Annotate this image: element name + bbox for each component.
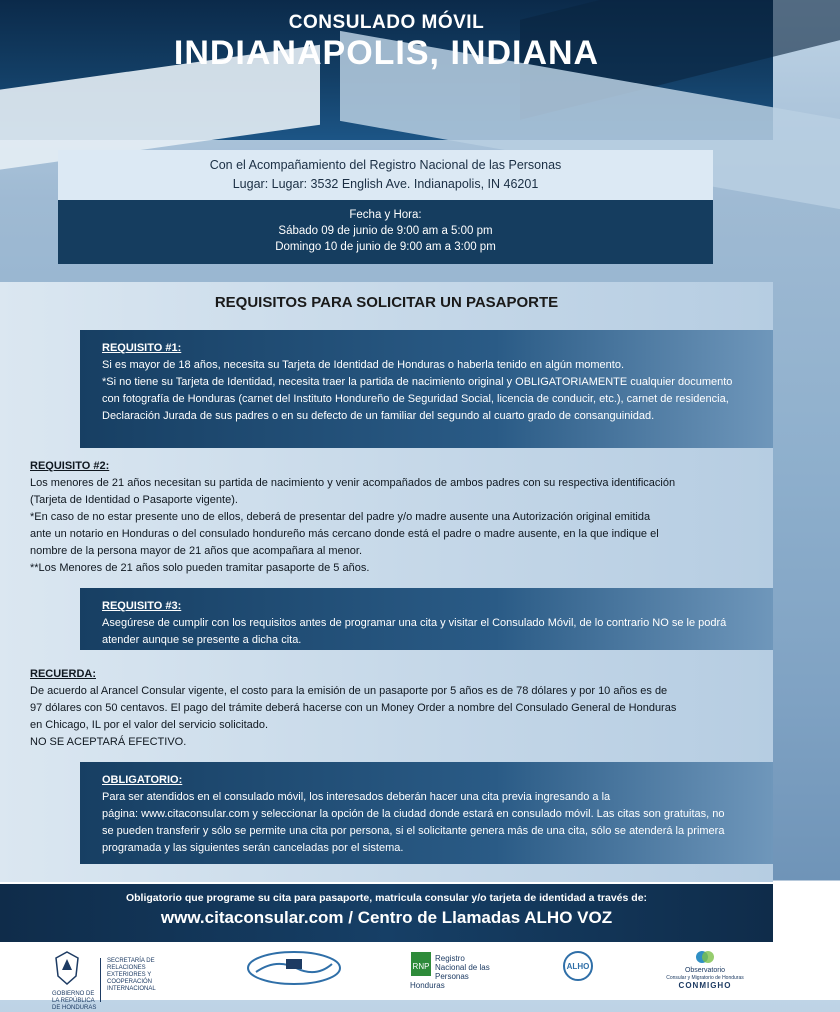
requirement-1-line: Declaración Jurada de sus padres o en su defecto de un familiar del segundo al cuarto grado de consanguinidad.	[102, 410, 655, 422]
datetime-label: Fecha y Hora:	[349, 209, 422, 221]
datetime-box	[58, 200, 713, 264]
reminder-line: De acuerdo al Arancel Consular vigente, el costo para la emisión de un pasaporte por 5 años es de 78 dólares y por 10 años es de	[30, 685, 668, 697]
footer-banner	[0, 884, 773, 942]
alho-logo-text: ALHO	[566, 962, 590, 971]
conmigho-text: CONMIGHO	[678, 981, 732, 990]
footer-note: Obligatorio que programe su cita para pasaporte, matricula consular y/o tarjeta de identidad a través de:	[125, 892, 648, 904]
reminder-line: 97 dólares con 50 centavos. El pago del trámite deberá hacerse con un Money Order a nombre del Consulado General de Honduras	[30, 702, 677, 714]
requirement-1-line: *Si no tiene su Tarjeta de Identidad, necesita traer la partida de nacimiento original y OBLIGATORIAMENTE cualquier documento	[102, 376, 733, 388]
reminder-line: NO SE ACEPTARÁ EFECTIVO.	[30, 736, 187, 748]
event-info-box	[58, 150, 713, 200]
requirement-2-line: nombre de la persona mayor de 21 años que acompañara al menor.	[30, 545, 363, 557]
conmigho-emblem-icon	[695, 950, 715, 964]
requirement-2-line: ante un notario en Honduras o del consulado hondureño más cercano donde está el padre o madre ausente, en la que indique el	[30, 528, 659, 540]
alho-logo	[560, 950, 596, 994]
requirement-3-box	[80, 588, 773, 650]
rnp-logo-text: Registro Nacional de las Personas Honduras	[410, 954, 490, 990]
location-text: Lugar: Lugar: 3532 English Ave. Indianapolis, IN 46201	[232, 177, 539, 191]
rnp-logo	[410, 950, 490, 994]
requirement-2-label: REQUISITO #2:	[30, 460, 110, 472]
requirement-1-line: con fotografía de Honduras (carnet del Instituto Hondureño de Seguridad Social, licencia de conducir, etc.), carnet de residencia,	[102, 393, 729, 405]
requirement-2-line: (Tarjeta de Identidad o Pasaporte vigente).	[30, 494, 238, 506]
date-sunday: Domingo 10 de junio de 9:00 am a 3:00 pm	[275, 241, 496, 253]
requirement-2-line: *En caso de no estar presente uno de ellos, deberá de presentar del padre y/o madre ausente una Autorización original emitida	[30, 511, 651, 523]
requirement-1-line: Si es mayor de 18 años, necesita su Tarjeta de Identidad de Honduras o haberla tenido en algún momento.	[102, 359, 625, 371]
requirement-1-label: REQUISITO #1:	[102, 342, 182, 354]
section-title: REQUISITOS PARA SOLICITAR UN PASAPORTE	[214, 294, 559, 311]
mandatory-line: se pueden transferir y sólo se permite una cita por persona, si el solicitante genera más de una cita, sólo se atenderá la primera	[102, 825, 725, 837]
mandatory-line: página: www.citaconsular.com y seleccionar la opción de la ciudad donde estará en consulado móvil. Las citas son gratuitas, no	[102, 808, 725, 820]
requirement-2-line: **Los Menores de 21 años solo pueden tramitar pasaporte de 5 años.	[30, 562, 370, 574]
conmigho-logo	[660, 950, 750, 994]
conmigho-top-text: Observatorio	[684, 967, 726, 974]
reminder-line: en Chicago, IL por el valor del servicio solicitado.	[30, 719, 269, 731]
conmigho-sub-text: Consular y Migratorio de Honduras	[666, 975, 744, 981]
footer-url[interactable]: www.citaconsular.com / Centro de Llamadas ALHO VOZ	[160, 908, 613, 927]
mandatory-line: programada y las siguientes serán canceladas por el sistema.	[102, 842, 404, 854]
reminder-box	[0, 660, 773, 756]
requirement-3-label: REQUISITO #3:	[102, 600, 182, 612]
logo-strip	[0, 944, 773, 1011]
sre-logo-text: SECRETARÍA DE RELACIONES EXTERIORES Y COOPERACIÓN INTERNACIONAL	[107, 958, 156, 992]
consulate-logo	[246, 950, 342, 994]
page-title: INDIANAPOLIS, INDIANA	[173, 34, 600, 72]
requirement-2-box	[0, 452, 773, 582]
header-banner	[0, 0, 773, 140]
gov-logo-text: GOBIERNO DE LA REPÚBLICA DE HONDURAS	[52, 991, 97, 1011]
reminder-label: RECUERDA:	[30, 668, 96, 680]
consulate-emblem-icon	[246, 950, 342, 986]
rnp-emblem-icon	[410, 950, 432, 978]
honduras-gov-logo	[52, 950, 104, 1011]
svg-text:RNP: RNP	[412, 962, 430, 971]
date-saturday: Sábado 09 de junio de 9:00 am a 5:00 pm	[278, 225, 493, 237]
mandatory-label: OBLIGATORIO:	[102, 774, 183, 786]
requirement-3-line: Asegúrese de cumplir con los requisitos antes de programar una cita y visitar el Consulado Móvil, de lo contrario NO se le podrá	[102, 617, 727, 629]
accompaniment-text: Con el Acompañamiento del Registro Nacional de las Personas	[209, 158, 562, 172]
requirement-2-line: Los menores de 21 años necesitan su partida de nacimiento y venir acompañados de ambos padres con su respectiva identificación	[30, 477, 676, 489]
mandatory-line: Para ser atendidos en el consulado móvil, los interesados deberán hacer una cita previa ingresando a la	[102, 791, 611, 803]
mandatory-box	[80, 762, 773, 864]
sre-logo	[100, 958, 180, 1002]
header-subtitle: CONSULADO MÓVIL	[288, 12, 485, 33]
requirement-1-box	[80, 330, 773, 448]
requirement-3-line: atender aunque se presente a dicha cita.	[102, 634, 302, 646]
coat-of-arms-icon	[52, 950, 82, 988]
